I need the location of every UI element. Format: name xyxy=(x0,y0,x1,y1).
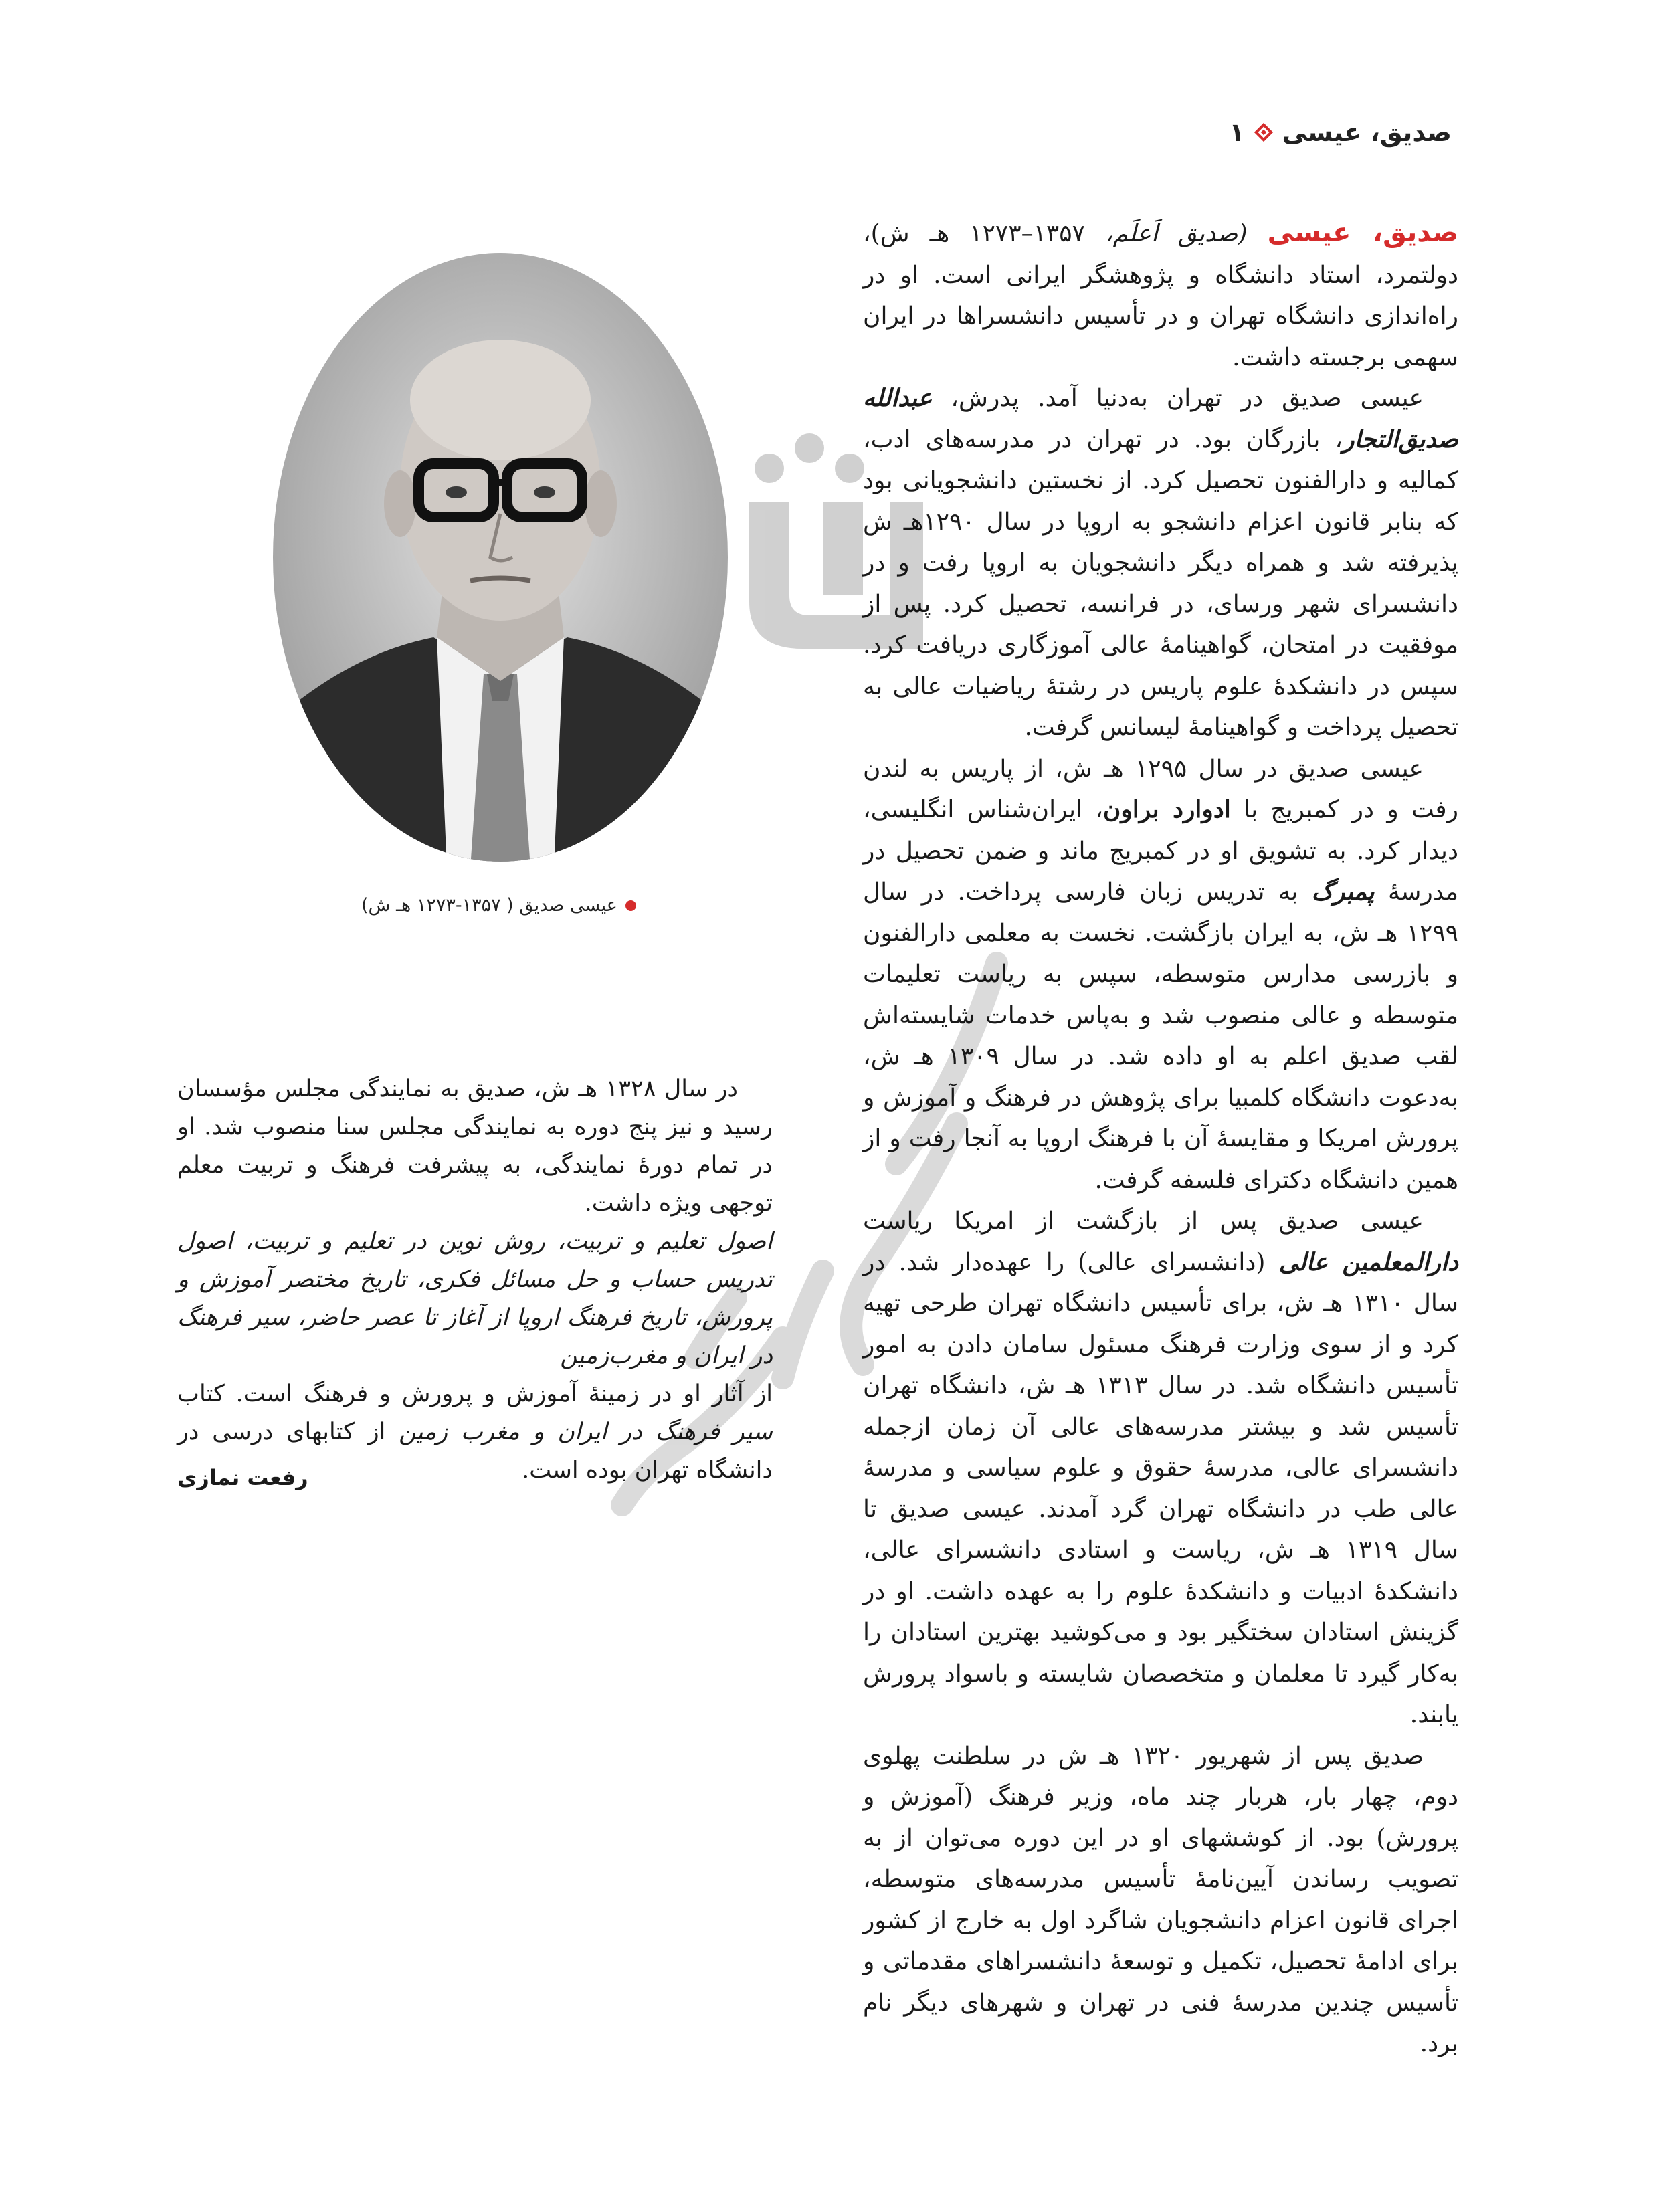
institution-name: دارالمعلمین عالی xyxy=(1278,1247,1458,1276)
paragraph-ministry: صدیق پس از شهریور ۱۳۲۰ هـ ش در سلطنت پهلوی دوم، چهار بار، هربار چند ماه، وزیر فرهنگ (آموزش و پرورش) بود. از کوششهای او در این دوره می‌توان از به تصویب رساندن آیین‌نامۀ تأسیس مدرسه‌های متوسطه، اجرای قانون اعزام دانشجویان شاگرد اول به خارج از کشور برای ادامۀ تحصیل، تکمیل و توسعۀ دانشسراهای مقدماتی و تأسیس چندین مدرسۀ فنی در تهران و شهرهای دیگر نام برد. xyxy=(863,1742,1458,2057)
edward-browne: ادوارد براون xyxy=(1102,795,1231,823)
paragraph-senate: در سال ۱۳۲۸ هـ ش، صدیق به نمایندگی مجلس مؤسسان رسید و نیز پنج دوره به نمایندگی مجلس سنا منصوب شد. او در تمام دورۀ نمایندگی، به پیشرفت فرهنگ و تربیت معلم توجهی ویژه داشت. xyxy=(177,1076,773,1217)
photo-caption xyxy=(361,895,636,916)
portrait-photo xyxy=(266,246,735,868)
entry-alias: (صدیق اَعلَم، xyxy=(1104,220,1248,247)
header-title: صدیق، عیسی xyxy=(1282,118,1452,147)
page-number: ۱ xyxy=(1229,118,1245,147)
right-column xyxy=(863,213,1458,2065)
paragraph-childhood: عیسی صدیق در تهران به‌دنیا آمد. پدرش، عبدالله صدیق‌التجار، بازرگان بود. در تهران در مدرسه‌های ادب، کمالیه و دارالفنون تحصیل کرد. از نخستین دانشجویانی بود که بنابر قانون اعزام دانشجو به اروپا در سال ۱۲۹۰هـ ش پذیرفته شد و همراه دیگر دانشجویان به اروپا رفت و در دانشسرای شهر ورسای، در فرانسه، تحصیل کرد. پس از موفقیت در امتحان، گواهینامۀ عالی آموزگاری دریافت کرد. سپس در دانشکدۀ علوم پاریس در رشتۀ ریاضیات عالی به تحصیل پرداخت و گواهینامۀ لیسانس گرفت. xyxy=(863,384,1458,741)
works-list: اصول تعلیم و تربیت، روش نوین در تعلیم و تربیت، اصول تدریس حساب و حل مسائل فکری، تاریخ مختصر آموزش و پرورش، تاریخ فرهنگ اروپا از آغاز تا عصر حاضر، سیر فرهنگ در ایران و مغرب‌زمین xyxy=(177,1228,773,1369)
paragraph-works: از آثار او در زمینۀ آموزش و پرورش و فرهنگ است. کتاب سیر فرهنگ در ایران و مغرب زمین از کتابهای درسی در دانشگاه تهران بوده است. xyxy=(177,1381,773,1484)
paragraph-england: عیسی صدیق در سال ۱۲۹۵ هـ ش، از پاریس به لندن رفت و در کمبریج با ادوارد براون، ایران‌شناس انگلیسی، دیدار کرد. به تشویق او در کمبریج ماند و ضمن تحصیل در مدرسۀ پمبرگ به تدریس زبان فارسی پرداخت. در سال ۱۲۹۹ هـ ش، به ایران بازگشت. نخست به معلمی دارالفنون و بازرسی مدارس متوسطه، سپس به ریاست تعلیمات متوسطه و عالی منصوب شد و به‌پاس خدمات شایسته‌اش لقب صدیق اعلم به او داده شد. در سال ۱۳۰۹ هـ ش، به‌دعوت دانشگاه کلمبیا برای پژوهش در فرهنگ و آموزش و پرورش امریکا و مقایسۀ آن با فرهنگ اروپا به آنجا رفت و از همین دانشگاه دکترای فلسفه گرفت. xyxy=(863,755,1459,1194)
entry-dates: ۱۳۵۷–۱۲۷۳ هـ ش)، دولتمرد، استاد دانشگاه و پژوهشگر ایرانی است. او در راه‌اندازی دانشگاه تهران و در تأسیس دانشسراها در ایران سهمی برجسته داشت. xyxy=(863,220,1458,371)
father-name: عبدالله صدیق‌التجار xyxy=(863,384,1458,454)
entry-title: صدیق، عیسی xyxy=(1267,217,1458,248)
bullet-dot-icon xyxy=(625,900,636,911)
left-column xyxy=(177,1070,773,1490)
school-name: پمبرگ xyxy=(1311,878,1375,906)
caption-text: عیسی صدیق ( ۱۳۵۷-۱۲۷۳ هـ ش) xyxy=(361,895,617,916)
author-name: رفعت نمازی xyxy=(177,1465,308,1490)
paragraph-intro xyxy=(863,213,1458,378)
diamond-icon xyxy=(1254,123,1272,142)
page-header xyxy=(1229,118,1452,147)
paragraph-university: عیسی صدیق پس از بازگشت از امریکا ریاست دارالمعلمین عالی (دانشسرای عالی) را عهده‌دار شد. در سال ۱۳۱۰ هـ ش، برای تأسیس دانشگاه تهران طرحی تهیه کرد و از سوی وزارت فرهنگ مسئول سامان دادن به امور تأسیس دانشگاه شد. در سال ۱۳۱۳ هـ ش، دانشگاه تهران تأسیس شد و بیشتر مدرسه‌های عالی آن زمان ازجمله دانشسرای عالی، مدرسۀ حقوق و علوم سیاسی و مدرسۀ عالی طب در دانشگاه تهران گرد آمدند. عیسی صدیق تا سال ۱۳۱۹ هـ ش، ریاست و استادی دانشسرای عالی، دانشکدۀ ادبیات و دانشکدۀ علوم را به عهده داشت. او در گزینش استادان سختگیر بود و می‌کوشید بهترین استادان را به‌کار گیرد تا معلمان و متخصصان شایسته و باسواد پرورش یابند. xyxy=(863,1207,1459,1728)
book-title: سیر فرهنگ در ایران و مغرب زمین xyxy=(399,1419,773,1445)
